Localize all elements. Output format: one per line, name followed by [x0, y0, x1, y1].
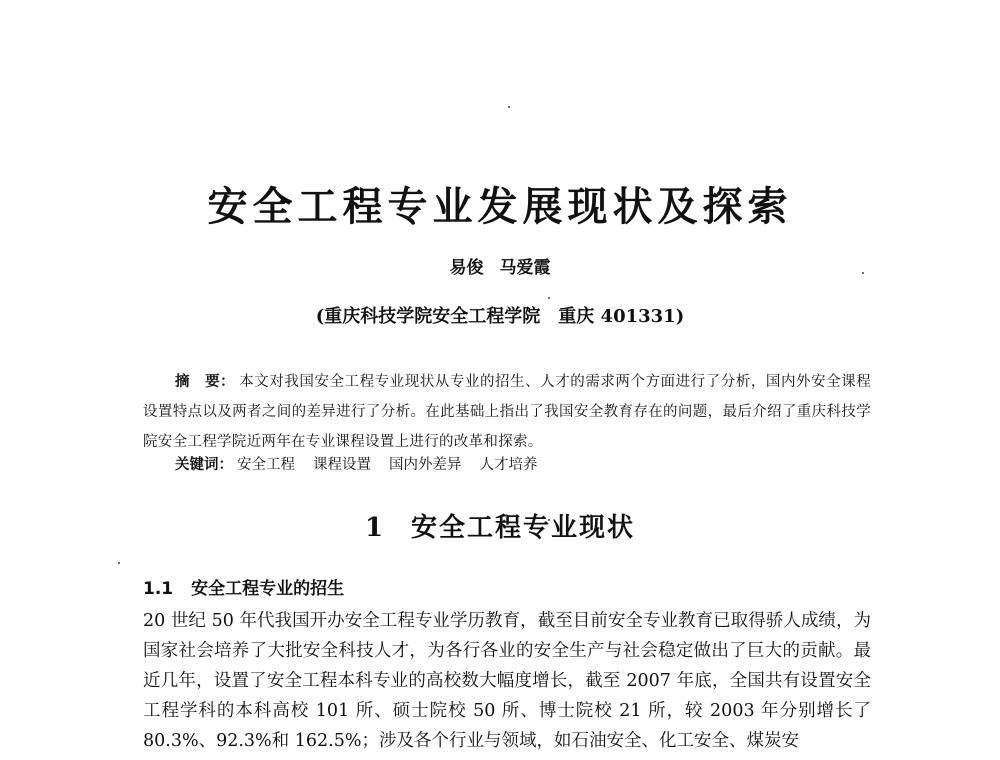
author-name: 易俊	[449, 258, 484, 278]
affiliation: (重庆科技学院安全工程学院 重庆 401331)	[315, 306, 685, 327]
author-list	[0, 256, 1000, 280]
scan-speck	[508, 106, 510, 108]
body-paragraph: 20 世纪 50 年代我国开办安全工程专业学历教育，截至目前安全专业教育已取得骄人成绩，为国家社会培养了大批安全科技人才，为各行各业的安全生产与社会稳定做出了巨大的贡献。最近几年，设置了安全工程本科专业的高校数大幅度增长，截至 2007 年底，全国共有设置安全工程学科的本科高校 101 所、硕士院校 50 所、博士院校 21 所，较 2003 年分别增长了 80.3%、92.3%和 162.5%；涉及各个行业与领域，如石油安全、化工安全、煤炭安	[143, 611, 871, 751]
subsection-title: 安全工程专业的招生	[191, 579, 345, 599]
keyword: 国内外差异	[389, 457, 462, 473]
subsection-number: 1.1	[143, 579, 174, 599]
scan-speck	[118, 562, 120, 564]
section-heading	[0, 508, 1000, 548]
abstract-label: 摘 要：	[175, 374, 236, 390]
keyword: 安全工程	[237, 457, 295, 473]
section-number: 1	[364, 513, 386, 543]
abstract	[143, 367, 871, 457]
keywords	[175, 452, 556, 478]
keyword: 课程设置	[313, 457, 371, 473]
keywords-label: 关键词：	[175, 457, 233, 473]
author-name: 马爱霞	[499, 258, 551, 278]
scan-speck	[548, 297, 550, 299]
subsection-heading	[143, 576, 344, 602]
section-title: 安全工程专业现状	[411, 513, 636, 543]
paper-title: 安全工程专业发展现状及探索	[207, 183, 793, 230]
keyword: 人才培养	[479, 457, 538, 473]
abstract-text: 本文对我国安全工程专业现状从专业的招生、人才的需求两个方面进行了分析，国内外安全课程设置特点以及两者之间的差异进行了分析。在此基础上指出了我国安全教育存在的问题，最后介绍了重庆科技学院安全工程学院近两年在专业课程设置上进行的改革和探索。	[143, 374, 871, 450]
